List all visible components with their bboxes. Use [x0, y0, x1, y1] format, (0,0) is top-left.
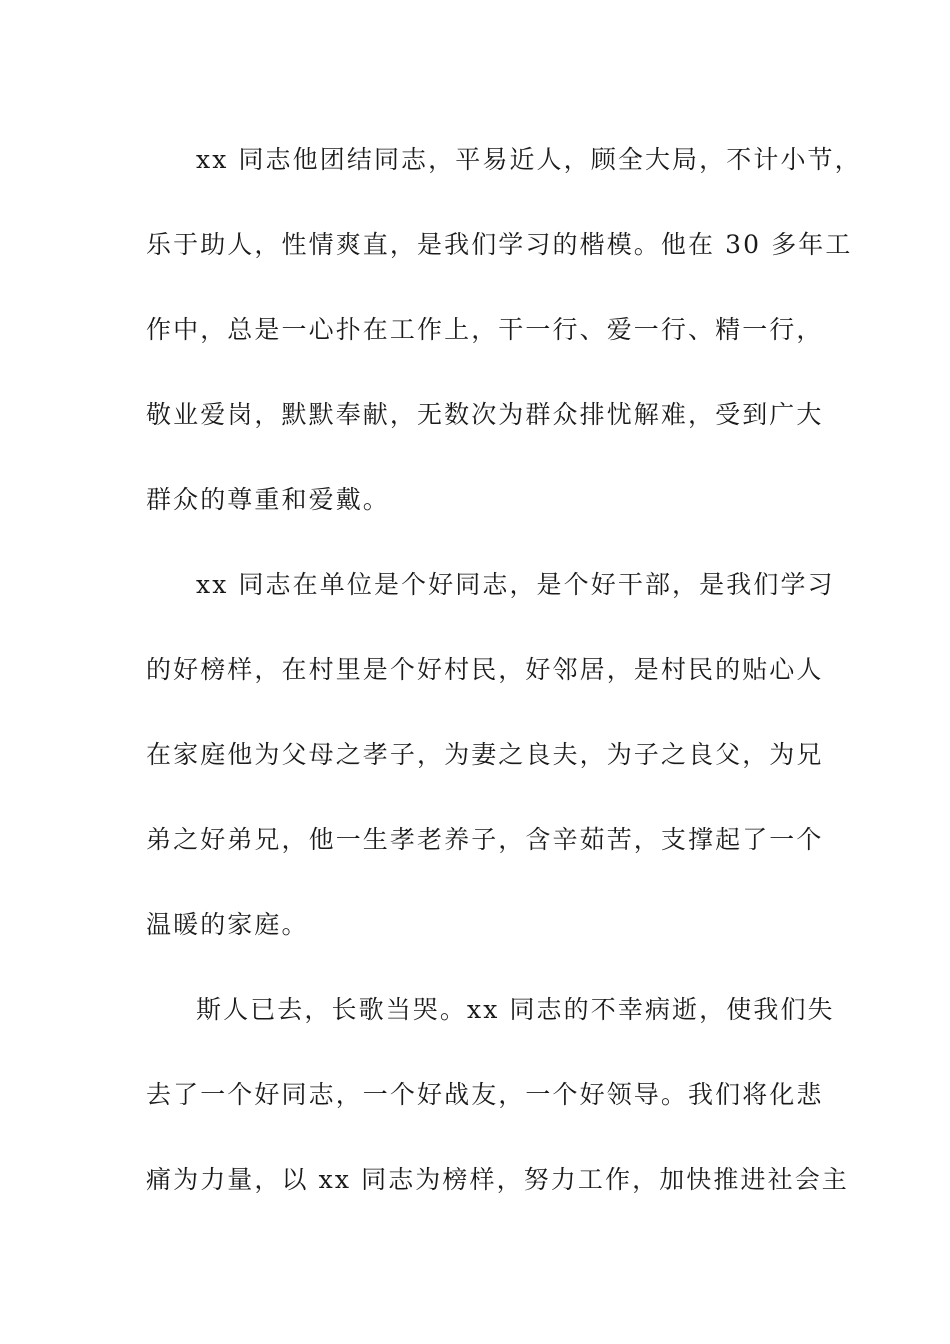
paragraph-2-line-4: 弟之好弟兄，他一生孝老养子，含辛茹苦，支撑起了一个	[146, 825, 824, 854]
paragraph-3-line-2: 去了一个好同志，一个好战友，一个好领导。我们将化悲	[146, 1080, 824, 1109]
paragraph-1-line-1: xx 同志他团结同志，平易近人，顾全大局，不计小节，	[196, 145, 862, 174]
paragraph-2-line-3: 在家庭他为父母之孝子，为妻之良夫，为子之良父，为兄	[146, 740, 824, 769]
paragraph-2-line-2: 的好榜样，在村里是个好村民，好邻居，是村民的贴心人	[146, 655, 824, 684]
paragraph-2-line-5: 温暖的家庭。	[146, 910, 309, 939]
paragraph-1-line-4: 敬业爱岗，默默奉献，无数次为群众排忧解难，受到广大	[146, 400, 824, 429]
paragraph-1-line-2: 乐于助人，性情爽直，是我们学习的楷模。他在 30 多年工	[146, 230, 853, 259]
paragraph-3-line-3: 痛为力量，以 xx 同志为榜样，努力工作，加快推进社会主	[146, 1165, 849, 1194]
paragraph-3-line-1: 斯人已去，长歌当哭。xx 同志的不幸病逝，使我们失	[196, 995, 835, 1024]
paragraph-1-line-3: 作中，总是一心扑在工作上，干一行、爱一行、精一行，	[146, 315, 824, 344]
paragraph-1-line-5: 群众的尊重和爱戴。	[146, 485, 390, 514]
paragraph-2-line-1: xx 同志在单位是个好同志，是个好干部，是我们学习	[196, 570, 835, 599]
